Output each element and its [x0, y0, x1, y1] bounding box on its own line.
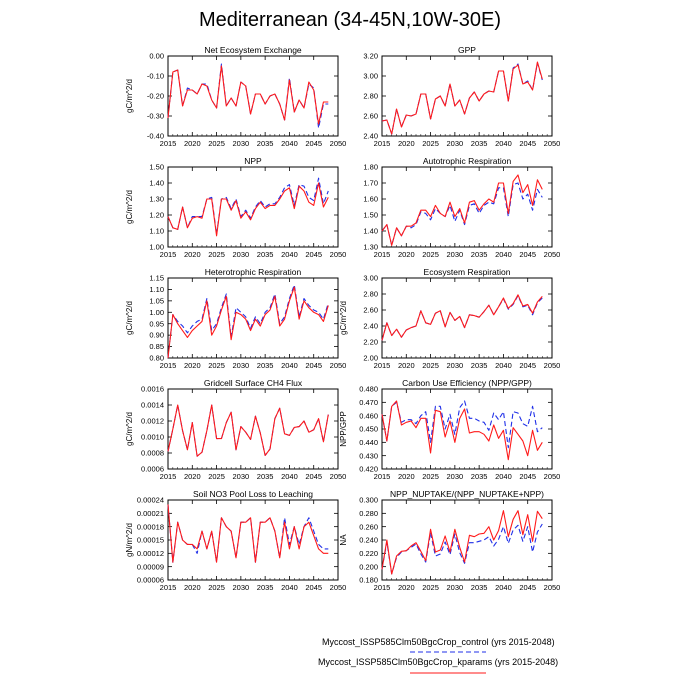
- x-tick-label: 2050: [329, 139, 347, 148]
- y-tick-label: 0.80: [149, 353, 164, 363]
- y-tick-label: 3.20: [363, 51, 378, 61]
- chart-panel-1: [125, 45, 346, 148]
- x-tick-label: 2015: [159, 361, 177, 370]
- x-tick-label: 2020: [397, 139, 415, 148]
- y-tick-label: 0.00009: [136, 562, 164, 572]
- y-tick-label: 1.00: [149, 242, 164, 252]
- x-tick-label: 2025: [422, 361, 439, 370]
- y-tick-label: 1.15: [149, 273, 164, 283]
- x-tick-label: 2030: [446, 361, 464, 370]
- chart-title: Net Ecosystem Exchange: [204, 45, 302, 55]
- y-tick-label: 1.80: [363, 162, 378, 172]
- y-tick-label: 1.30: [149, 194, 164, 204]
- series-line-kparams: [382, 511, 542, 574]
- x-tick-label: 2025: [422, 472, 439, 481]
- y-tick-label: 1.40: [363, 226, 378, 236]
- series-line-control: [168, 64, 328, 128]
- y-tick-label: 2.20: [363, 337, 378, 347]
- x-tick-label: 2030: [232, 250, 250, 259]
- x-tick-label: 2025: [422, 583, 439, 592]
- x-tick-label: 2030: [232, 472, 250, 481]
- y-axis-label: gN/m^2/d: [125, 523, 134, 557]
- y-tick-label: -0.20: [146, 91, 164, 101]
- x-tick-label: 2015: [373, 472, 391, 481]
- chart-panel-8: [339, 378, 560, 481]
- x-tick-label: 2045: [519, 139, 537, 148]
- x-tick-label: 2035: [256, 472, 274, 481]
- series-line-control: [168, 285, 328, 358]
- x-tick-label: 2030: [232, 139, 250, 148]
- series-line-kparams: [382, 295, 542, 341]
- y-tick-label: 0.470: [359, 397, 378, 407]
- plot-frame: [382, 500, 552, 580]
- x-tick-label: 2015: [159, 250, 177, 259]
- y-tick-label: 1.10: [149, 226, 164, 236]
- x-tick-label: 2050: [329, 250, 347, 259]
- x-tick-label: 2020: [183, 583, 201, 592]
- chart-panel-2: [363, 45, 560, 148]
- x-tick-label: 2045: [519, 472, 537, 481]
- x-tick-label: 2040: [495, 583, 512, 592]
- plot-frame: [382, 278, 552, 358]
- series-line-control: [382, 63, 542, 134]
- chart-panel-9: [125, 489, 346, 592]
- y-axis-label: gC/m^2/d: [125, 301, 134, 335]
- y-tick-label: 0.0014: [141, 400, 164, 410]
- chart-title: NPP_NUPTAKE/(NPP_NUPTAKE+NPP): [390, 489, 544, 499]
- x-tick-label: 2020: [183, 361, 201, 370]
- x-tick-label: 2040: [281, 250, 298, 259]
- x-tick-label: 2030: [446, 250, 464, 259]
- x-tick-label: 2030: [232, 583, 250, 592]
- y-tick-label: 0.220: [359, 548, 378, 558]
- chart-title: Heterotrophic Respiration: [204, 267, 302, 277]
- x-tick-label: 2040: [281, 583, 298, 592]
- y-tick-label: 0.430: [359, 451, 378, 461]
- y-tick-label: 0.0008: [141, 448, 164, 458]
- y-axis-label: gC/m^2/d: [125, 190, 134, 224]
- y-tick-label: 1.10: [149, 285, 164, 295]
- y-tick-label: 0.0016: [141, 384, 164, 394]
- chart-title: Soil NO3 Pool Loss to Leaching: [192, 489, 314, 499]
- x-tick-label: 2025: [208, 361, 225, 370]
- x-tick-label: 2025: [422, 139, 439, 148]
- y-tick-label: 2.40: [363, 321, 378, 331]
- x-tick-label: 2020: [397, 361, 415, 370]
- y-axis-label: gC/m^2/d: [339, 301, 348, 335]
- x-tick-label: 2045: [519, 361, 537, 370]
- x-tick-label: 2050: [329, 472, 347, 481]
- y-tick-label: 3.00: [363, 71, 378, 81]
- x-tick-label: 2045: [305, 139, 323, 148]
- y-tick-label: 0.00: [149, 51, 164, 61]
- x-tick-label: 2040: [281, 139, 298, 148]
- y-tick-label: 0.440: [359, 437, 378, 447]
- chart-panel-6: [339, 267, 560, 370]
- plot-frame: [168, 278, 338, 358]
- y-tick-label: 1.50: [149, 162, 164, 172]
- plot-frame: [168, 56, 338, 136]
- series-line-kparams: [168, 66, 328, 124]
- y-tick-label: 0.90: [149, 330, 164, 340]
- series-line-control: [168, 178, 328, 234]
- chart-panel-10: [339, 489, 560, 592]
- x-tick-label: 2020: [397, 583, 415, 592]
- x-tick-label: 2040: [281, 361, 298, 370]
- x-tick-label: 2020: [183, 139, 201, 148]
- x-tick-label: 2040: [281, 472, 298, 481]
- y-tick-label: 1.50: [363, 210, 378, 220]
- x-tick-label: 2035: [256, 250, 274, 259]
- y-tick-label: 0.85: [149, 342, 164, 352]
- x-tick-label: 2015: [373, 250, 391, 259]
- x-tick-label: 2035: [256, 583, 274, 592]
- x-tick-label: 2015: [159, 583, 177, 592]
- chart-title: Gridcell Surface CH4 Flux: [203, 378, 303, 388]
- series-line-kparams: [168, 405, 328, 456]
- plot-frame: [382, 56, 552, 136]
- chart-title: NPP: [244, 156, 262, 166]
- x-tick-label: 2025: [208, 250, 225, 259]
- y-tick-label: 1.05: [149, 296, 164, 306]
- series-line-kparams: [382, 175, 542, 245]
- y-tick-label: 2.80: [363, 91, 378, 101]
- x-tick-label: 2025: [208, 472, 225, 481]
- y-axis-label: gC/m^2/d: [125, 79, 134, 113]
- y-tick-label: -0.10: [146, 71, 164, 81]
- x-tick-label: 2045: [305, 472, 323, 481]
- series-line-control: [168, 504, 328, 562]
- y-tick-label: 0.450: [359, 424, 378, 434]
- x-tick-label: 2030: [446, 472, 464, 481]
- x-tick-label: 2045: [305, 583, 323, 592]
- y-tick-label: 1.60: [363, 194, 378, 204]
- x-tick-label: 2015: [373, 583, 391, 592]
- x-tick-label: 2030: [446, 583, 464, 592]
- x-tick-label: 2050: [543, 250, 561, 259]
- y-tick-label: 1.20: [149, 210, 164, 220]
- x-tick-label: 2020: [183, 250, 201, 259]
- x-tick-label: 2035: [470, 250, 488, 259]
- y-tick-label: 0.00006: [136, 575, 164, 585]
- y-tick-label: 0.200: [359, 562, 378, 572]
- y-tick-label: 0.00024: [136, 495, 164, 505]
- x-tick-label: 2035: [470, 583, 488, 592]
- legend-label-control: Myccost_ISSP585Clm50BgcCrop_control (yrs 2015-2048): [322, 637, 555, 647]
- x-tick-label: 2015: [373, 361, 391, 370]
- x-tick-label: 2035: [256, 361, 274, 370]
- x-tick-label: 2050: [329, 361, 347, 370]
- y-tick-label: 0.0012: [141, 416, 164, 426]
- y-tick-label: 0.00018: [136, 522, 164, 532]
- chart-panel-4: [363, 156, 560, 259]
- x-tick-label: 2020: [397, 472, 415, 481]
- x-tick-label: 2025: [208, 139, 225, 148]
- series-line-control: [382, 296, 542, 341]
- x-tick-label: 2035: [256, 139, 274, 148]
- series-line-kparams: [382, 62, 542, 134]
- chart-title: Ecosystem Respiration: [423, 267, 511, 277]
- y-tick-label: 1.70: [363, 178, 378, 188]
- x-tick-label: 2050: [543, 472, 561, 481]
- y-tick-label: 0.300: [359, 495, 378, 505]
- plot-frame: [168, 167, 338, 247]
- x-tick-label: 2050: [543, 139, 561, 148]
- series-line-control: [168, 405, 328, 456]
- y-tick-label: 0.460: [359, 411, 378, 421]
- x-tick-label: 2040: [495, 361, 512, 370]
- x-tick-label: 2050: [329, 583, 347, 592]
- y-tick-label: -0.30: [146, 111, 164, 121]
- plot-frame: [382, 389, 552, 469]
- x-tick-label: 2040: [495, 472, 512, 481]
- y-tick-label: 1.00: [149, 307, 164, 317]
- y-tick-label: 1.30: [363, 242, 378, 252]
- x-tick-label: 2045: [305, 361, 323, 370]
- x-tick-label: 2035: [470, 139, 488, 148]
- series-line-control: [382, 524, 542, 574]
- x-tick-label: 2045: [519, 583, 537, 592]
- x-tick-label: 2030: [446, 139, 464, 148]
- x-tick-label: 2040: [495, 139, 512, 148]
- y-tick-label: 2.00: [363, 353, 378, 363]
- y-tick-label: 0.180: [359, 575, 378, 585]
- x-tick-label: 2025: [422, 250, 439, 259]
- x-tick-label: 2020: [183, 472, 201, 481]
- chart-title: Carbon Use Efficiency (NPP/GPP): [402, 378, 532, 388]
- y-tick-label: 2.60: [363, 111, 378, 121]
- x-tick-label: 2045: [305, 250, 323, 259]
- series-line-kparams: [168, 183, 328, 236]
- y-tick-label: 0.00015: [136, 535, 164, 545]
- y-tick-label: 0.280: [359, 508, 378, 518]
- y-axis-label: NA: [339, 534, 348, 546]
- series-line-control: [382, 401, 542, 448]
- x-tick-label: 2035: [470, 361, 488, 370]
- y-tick-label: 0.95: [149, 319, 164, 329]
- x-tick-label: 2045: [519, 250, 537, 259]
- x-tick-label: 2015: [159, 139, 177, 148]
- x-tick-label: 2035: [470, 472, 488, 481]
- y-tick-label: -0.40: [146, 131, 164, 141]
- y-tick-label: 2.40: [363, 131, 378, 141]
- series-line-kparams: [382, 401, 542, 460]
- x-tick-label: 2015: [159, 472, 177, 481]
- y-tick-label: 0.0010: [141, 432, 164, 442]
- chart-title: GPP: [458, 45, 476, 55]
- y-tick-label: 0.240: [359, 535, 378, 545]
- x-tick-label: 2015: [373, 139, 391, 148]
- y-tick-label: 0.00021: [136, 508, 164, 518]
- y-tick-label: 1.40: [149, 178, 164, 188]
- y-tick-label: 0.0006: [141, 464, 164, 474]
- y-tick-label: 0.420: [359, 464, 378, 474]
- chart-panel-3: [125, 156, 346, 259]
- y-tick-label: 0.260: [359, 522, 378, 532]
- page-title: Mediterranean (34-45N,10W-30E): [198, 9, 501, 31]
- x-tick-label: 2050: [543, 361, 561, 370]
- y-tick-label: 0.480: [359, 384, 378, 394]
- y-tick-label: 2.60: [363, 305, 378, 315]
- chart-panel-7: [125, 378, 346, 481]
- x-tick-label: 2050: [543, 583, 561, 592]
- x-tick-label: 2040: [495, 250, 512, 259]
- y-axis-label: gC/m^2/d: [125, 412, 134, 446]
- series-line-kparams: [168, 504, 328, 562]
- y-tick-label: 2.80: [363, 289, 378, 299]
- legend-label-kparams: Myccost_ISSP585Clm50BgcCrop_kparams (yrs 2015-2048): [318, 657, 559, 667]
- y-tick-label: 3.00: [363, 273, 378, 283]
- y-axis-label: NPP/GPP: [339, 411, 348, 447]
- x-tick-label: 2020: [397, 250, 415, 259]
- y-tick-label: 0.00012: [136, 548, 164, 558]
- x-tick-label: 2025: [208, 583, 225, 592]
- chart-panel-5: [125, 267, 346, 370]
- x-tick-label: 2030: [232, 361, 250, 370]
- chart-title: Autotrophic Respiration: [422, 156, 512, 166]
- plot-frame: [382, 167, 552, 247]
